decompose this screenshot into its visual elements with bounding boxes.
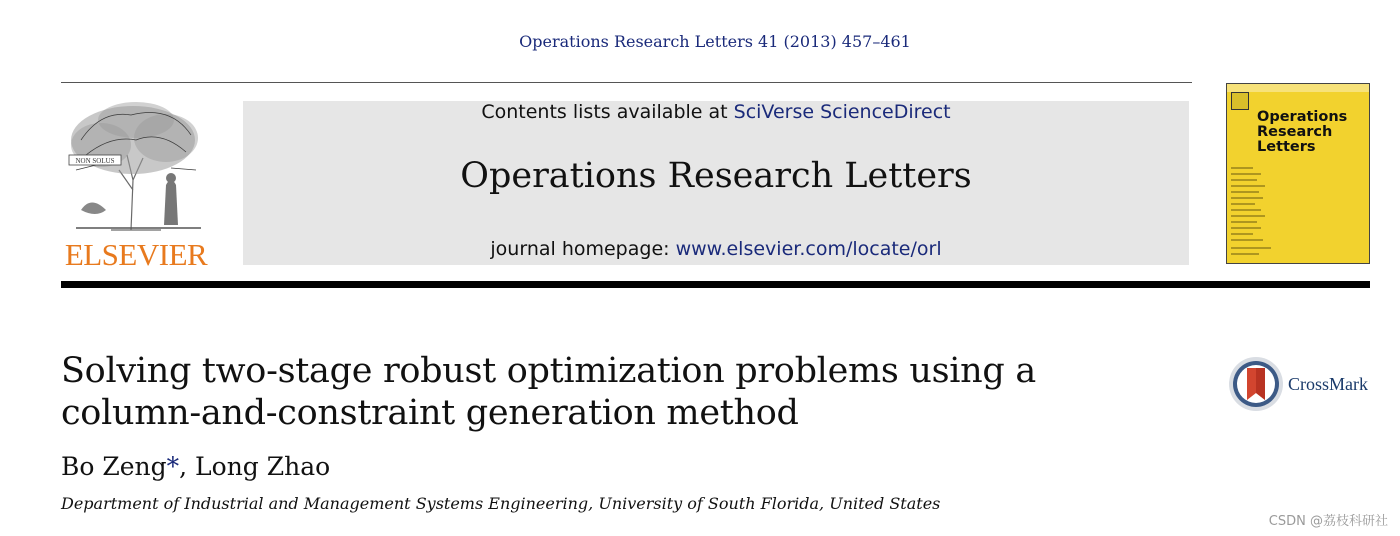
homepage-prefix: journal homepage: [490,238,676,260]
journal-cover[interactable] [1226,83,1370,264]
cover-contents-lines-icon [1231,164,1370,259]
crossmark-badge[interactable] [1228,356,1378,412]
author-affiliation: Department of Industrial and Management Systems Engineering, University of South Florida, United States [61,494,941,513]
cover-title-line2: Research [1257,124,1333,140]
corresponding-author-mark[interactable]: * [166,452,180,481]
masthead-rule [61,281,1370,288]
cover-title [1257,110,1367,155]
cover-logo-icon [1231,92,1249,110]
crossmark-icon [1228,356,1284,412]
author-list [61,452,330,481]
author-name[interactable]: Long Zhao [195,452,331,481]
contents-line [243,101,1189,123]
elsevier-logo[interactable] [61,100,211,272]
elsevier-wordmark: ELSEVIER [64,237,208,272]
article-title-line1: Solving two-stage robust optimization problems using a [61,351,1036,391]
author-separator: , [179,452,196,481]
journal-banner [243,101,1189,265]
cover-top-strip [1227,84,1369,92]
journal-title: Operations Research Letters [460,156,972,196]
csdn-watermark: CSDN @荔枝科研社 [1268,514,1388,529]
contents-prefix: Contents lists available at [481,101,734,123]
article-title [61,350,1161,434]
sciencedirect-link[interactable]: SciVerse ScienceDirect [733,101,951,123]
journal-citation: Operations Research Letters 41 (2013) 457–461 [519,32,911,51]
homepage-line [243,238,1189,260]
elsevier-tree-icon [61,100,211,234]
author-name[interactable]: Bo Zeng [61,452,167,481]
cover-title-line1: Operations [1257,109,1348,125]
svg-text:NON SOLUS: NON SOLUS [75,157,115,165]
cover-title-line3: Letters [1257,139,1316,155]
crossmark-label: CrossMark [1288,374,1368,394]
homepage-link[interactable]: www.elsevier.com/locate/orl [675,238,942,260]
header-divider [61,82,1192,83]
article-title-line2: column-and-constraint generation method [61,393,799,433]
